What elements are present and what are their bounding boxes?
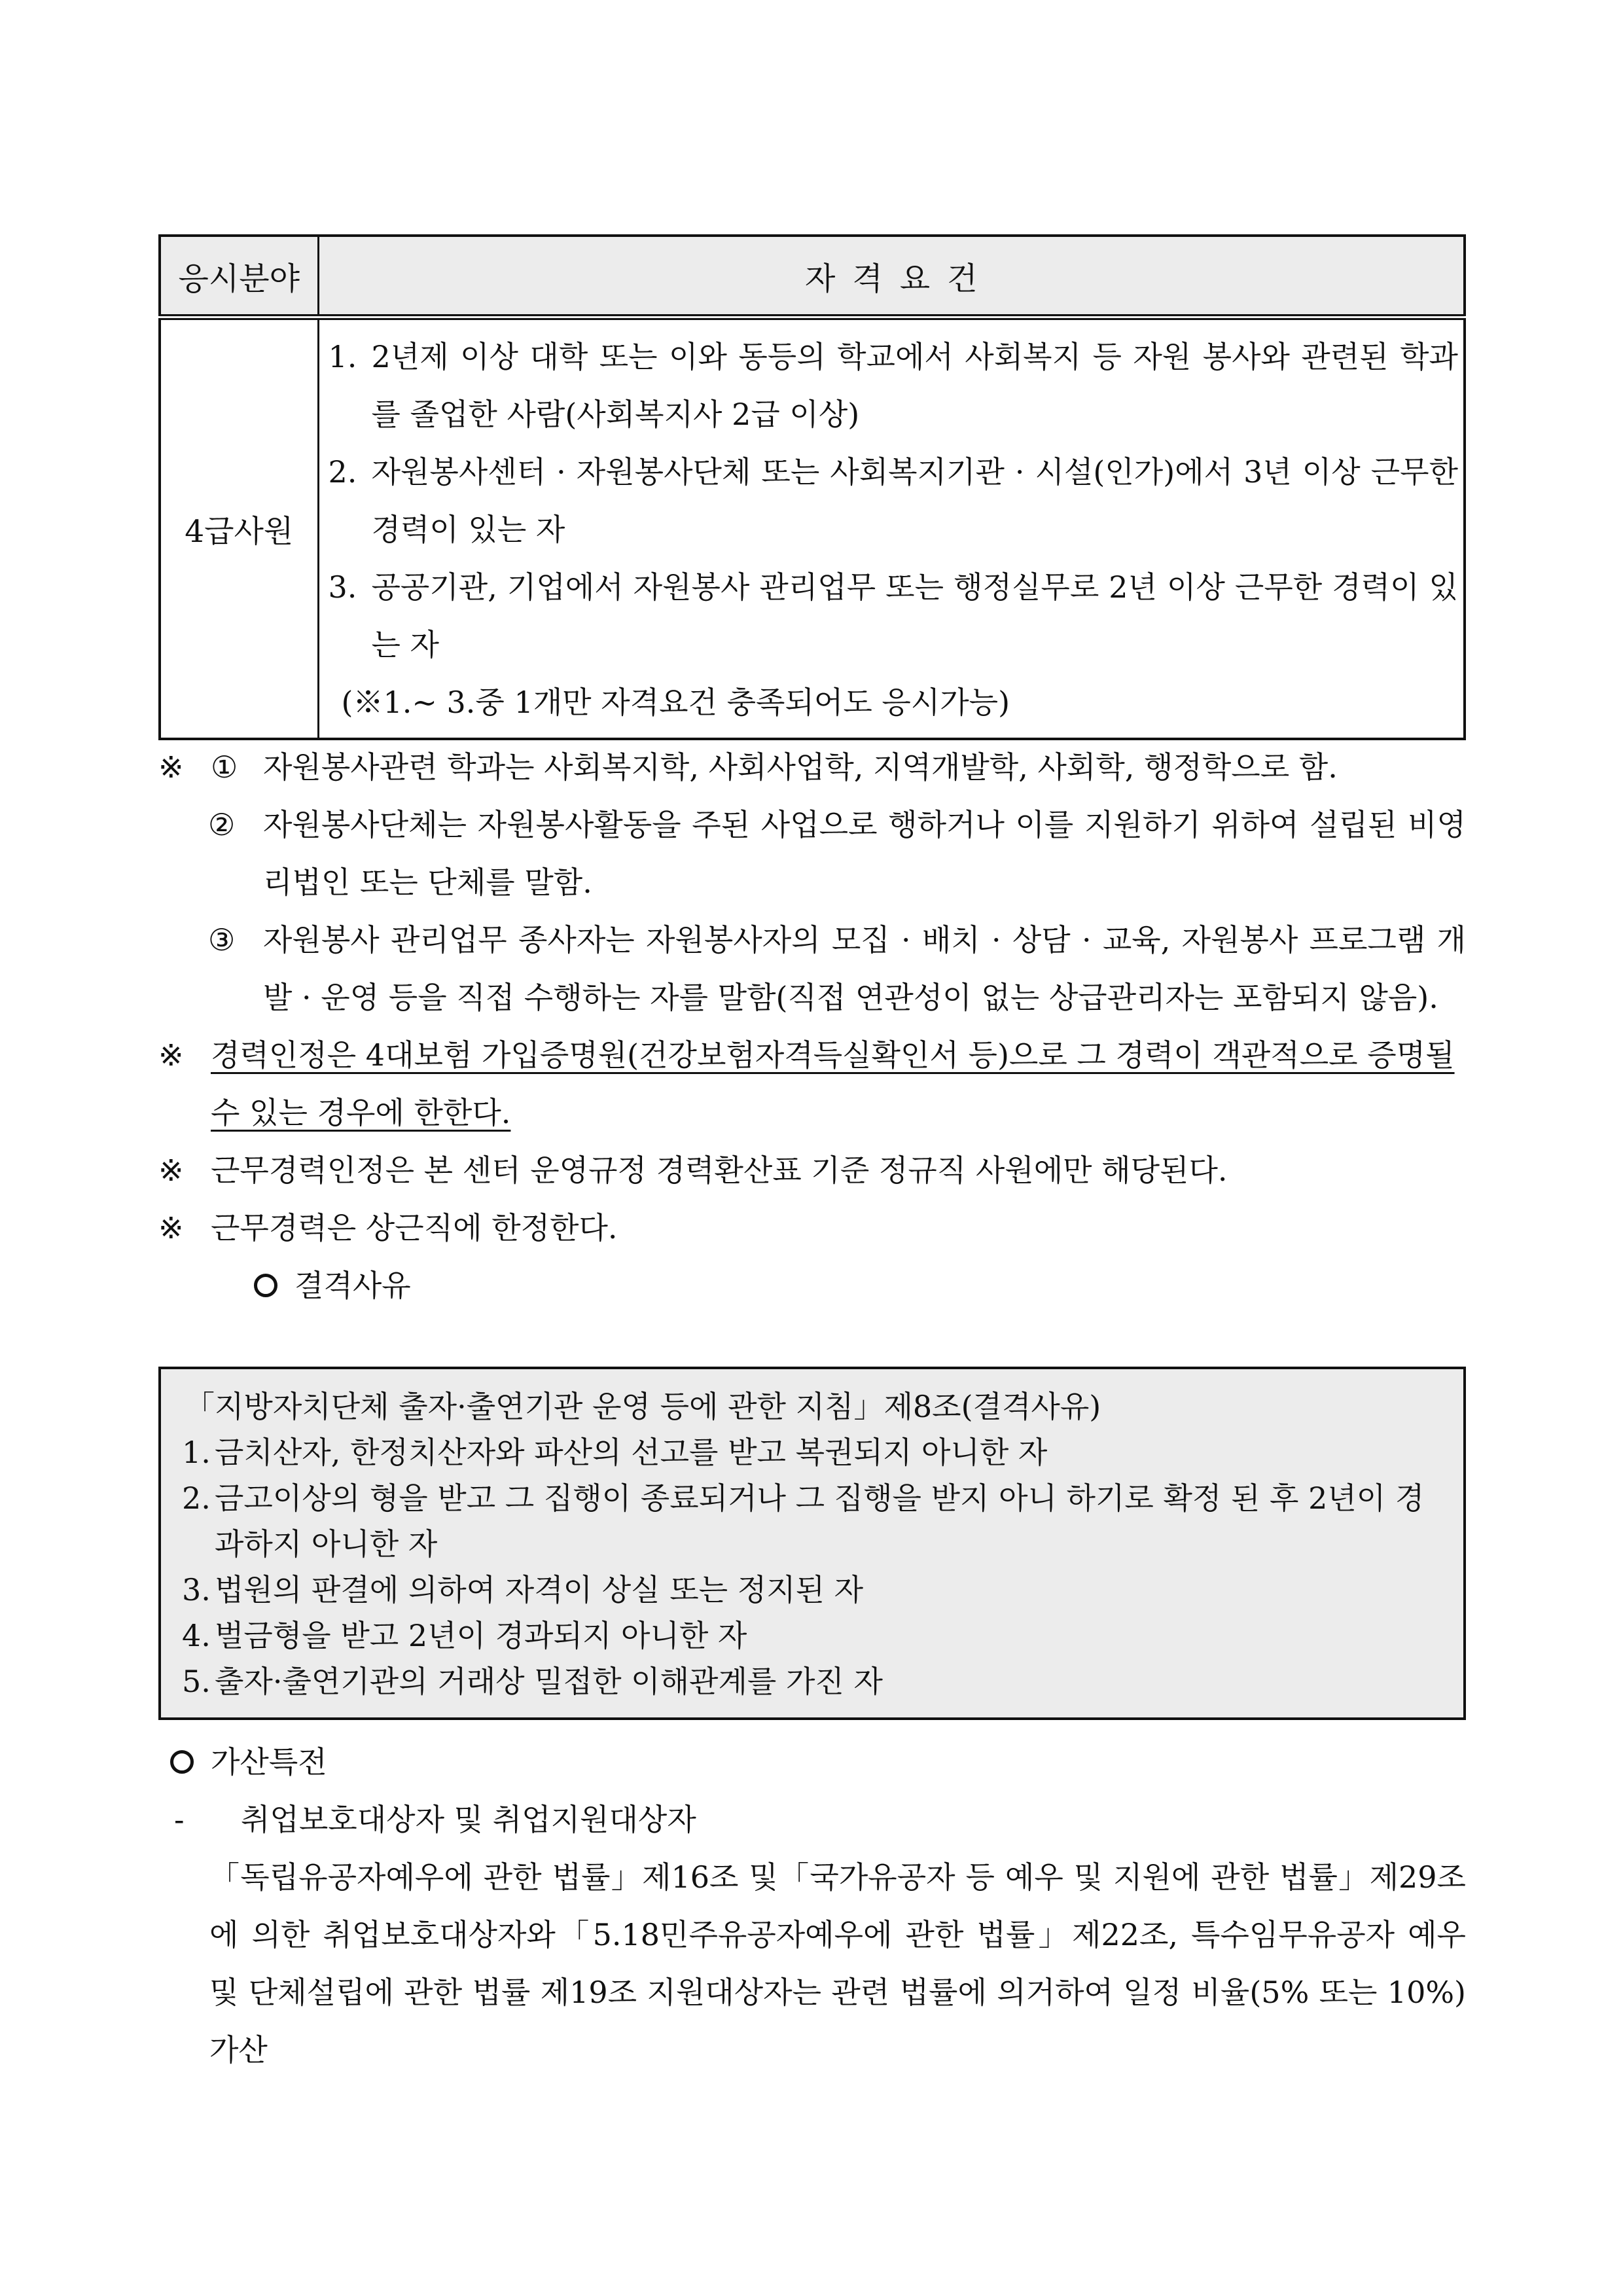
- list-item-text: 출자·출연기관의 거래상 밀접한 이해관계를 가진 자: [215, 1664, 883, 1699]
- subnote-number: ③: [208, 922, 236, 958]
- subnote-number: ②: [208, 807, 236, 842]
- list-item-number: 1.: [182, 1435, 211, 1470]
- requirement-number: 2.: [328, 454, 357, 490]
- fulltime-rule-note: 근무경력은 상근직에 한정한다.: [211, 1210, 618, 1246]
- field-cell: 4급사원: [160, 317, 318, 740]
- bonus-heading: [158, 1733, 1466, 1791]
- requirement-text: 공공기관, 기업에서 자원봉사 관리업무 또는 행정실무로 2년 이상 근무한 경력이 있는 자: [371, 569, 1458, 662]
- subnote-item: [158, 796, 1466, 911]
- subnote-text: 자원봉사단체는 자원봉사활동을 주된 사업으로 행하거나 이를 지원하기 위하여 설립된 비영리법인 또는 단체를 말함.: [263, 807, 1466, 900]
- list-item-text: 법원의 판결에 의하여 자격이 상실 또는 정지된 자: [215, 1572, 864, 1607]
- notes-section: [158, 738, 1466, 1314]
- list-item: [161, 1429, 1463, 1475]
- table-row: [160, 317, 1465, 740]
- list-item-text: 금고이상의 형을 받고 그 집행이 종료되거나 그 집행을 받지 아니 하기로 확정 된 후 2년이 경과하지 아니한 자: [215, 1480, 1425, 1562]
- note-mark: ※: [158, 1210, 184, 1246]
- list-item-text: 금치산자, 한정치산자와 파산의 선고를 받고 복권되지 아니한 자: [215, 1435, 1048, 1470]
- list-item: [161, 1613, 1463, 1659]
- bonus-body: 「독립유공자예우에 관한 법률」제16조 및「국가유공자 등 예우 및 지원에 관한 법률」제29조에 의한 취업보호대상자와「5.18민주유공자예우에 관한 법률」제22조, 특수임무유공자 예우 및 단체설립에 관한 법률 제19조 지원대상자는 관련 법률에 의거하여 일정 비율(5% 또는 10%) 가산: [209, 1859, 1466, 2068]
- requirement-number: 1.: [328, 339, 357, 374]
- header-requirements: 자격요건: [318, 236, 1465, 317]
- disqualification-title: 「지방자치단체 출자·출연기관 운영 등에 관한 지침」제8조(결격사유): [185, 1389, 1101, 1424]
- dash-bullet: -: [174, 1802, 185, 1837]
- requirements-note: (※1.~ 3.중 1개만 자격요건 충족되어도 응시가능): [341, 685, 1010, 720]
- requirement-item: [325, 328, 1459, 443]
- bonus-section: [158, 1733, 1466, 2079]
- subnote-text: 자원봉사관련 학과는 사회복지학, 사회사업학, 지역개발학, 사회학, 행정학으로 함.: [263, 749, 1338, 785]
- disqualification-heading: [158, 1257, 1466, 1314]
- note-item: [158, 1026, 1466, 1141]
- requirement-text: 자원봉사센터 · 자원봉사단체 또는 사회복지기관 · 시설(인가)에서 3년 이상 근무한 경력이 있는 자: [371, 454, 1458, 547]
- note-item: [158, 1141, 1466, 1199]
- subnote-item: [158, 911, 1466, 1026]
- subnote-item: [211, 738, 1466, 796]
- requirement-number: 3.: [328, 569, 357, 605]
- note-mark: ※: [158, 1153, 184, 1188]
- requirement-item: [325, 443, 1459, 558]
- table-header-row: [160, 236, 1465, 317]
- note-mark: ※: [158, 1037, 184, 1073]
- list-item-number: 2.: [182, 1480, 211, 1516]
- career-rule-note: 근무경력인정은 본 센터 운영규정 경력환산표 기준 정규직 사원에만 해당된다.: [211, 1153, 1228, 1188]
- requirement-text: 2년제 이상 대학 또는 이와 동등의 학교에서 사회복지 등 자원 봉사와 관련된 학과를 졸업한 사람(사회복지사 2급 이상): [371, 339, 1458, 432]
- list-item: [161, 1475, 1463, 1567]
- subnote-text: 자원봉사 관리업무 종사자는 자원봉사자의 모집 · 배치 · 상담 · 교육, 자원봉사 프로그램 개발 · 운영 등을 직접 수행하는 자를 말함(직접 연관성이 없는 상급관리자는 포함되지 않음).: [263, 922, 1466, 1015]
- requirement-item: [325, 558, 1459, 673]
- list-item: [161, 1567, 1463, 1613]
- list-item: [161, 1659, 1463, 1704]
- list-item-number: 4.: [182, 1618, 211, 1653]
- career-certification-note: 경력인정은 4대보험 가입증명원(건강보험자격득실확인서 등)으로 그 경력이 객관적으로 증명될 수 있는 경우에 한한다.: [211, 1037, 1455, 1130]
- disqualification-heading-text: 결격사유: [294, 1268, 411, 1303]
- header-field: 응시분야: [160, 236, 318, 317]
- requirements-cell: [318, 317, 1465, 740]
- list-item-number: 5.: [182, 1664, 211, 1699]
- subnote-number: ①: [211, 749, 238, 785]
- note-item: [158, 1199, 1466, 1257]
- circle-bullet-icon: [170, 1750, 194, 1774]
- circle-bullet-icon: [254, 1274, 277, 1297]
- bonus-subheading: [158, 1791, 1466, 1848]
- qualification-table: [158, 234, 1466, 740]
- note-mark: ※: [158, 749, 184, 785]
- disqualification-box: [158, 1367, 1466, 1720]
- bonus-subheading-text: 취업보호대상자 및 취업지원대상자: [241, 1802, 696, 1837]
- note-item: [158, 738, 1466, 796]
- bonus-heading-text: 가산특전: [211, 1744, 327, 1780]
- list-item-number: 3.: [182, 1572, 211, 1607]
- list-item-text: 벌금형을 받고 2년이 경과되지 아니한 자: [215, 1618, 747, 1653]
